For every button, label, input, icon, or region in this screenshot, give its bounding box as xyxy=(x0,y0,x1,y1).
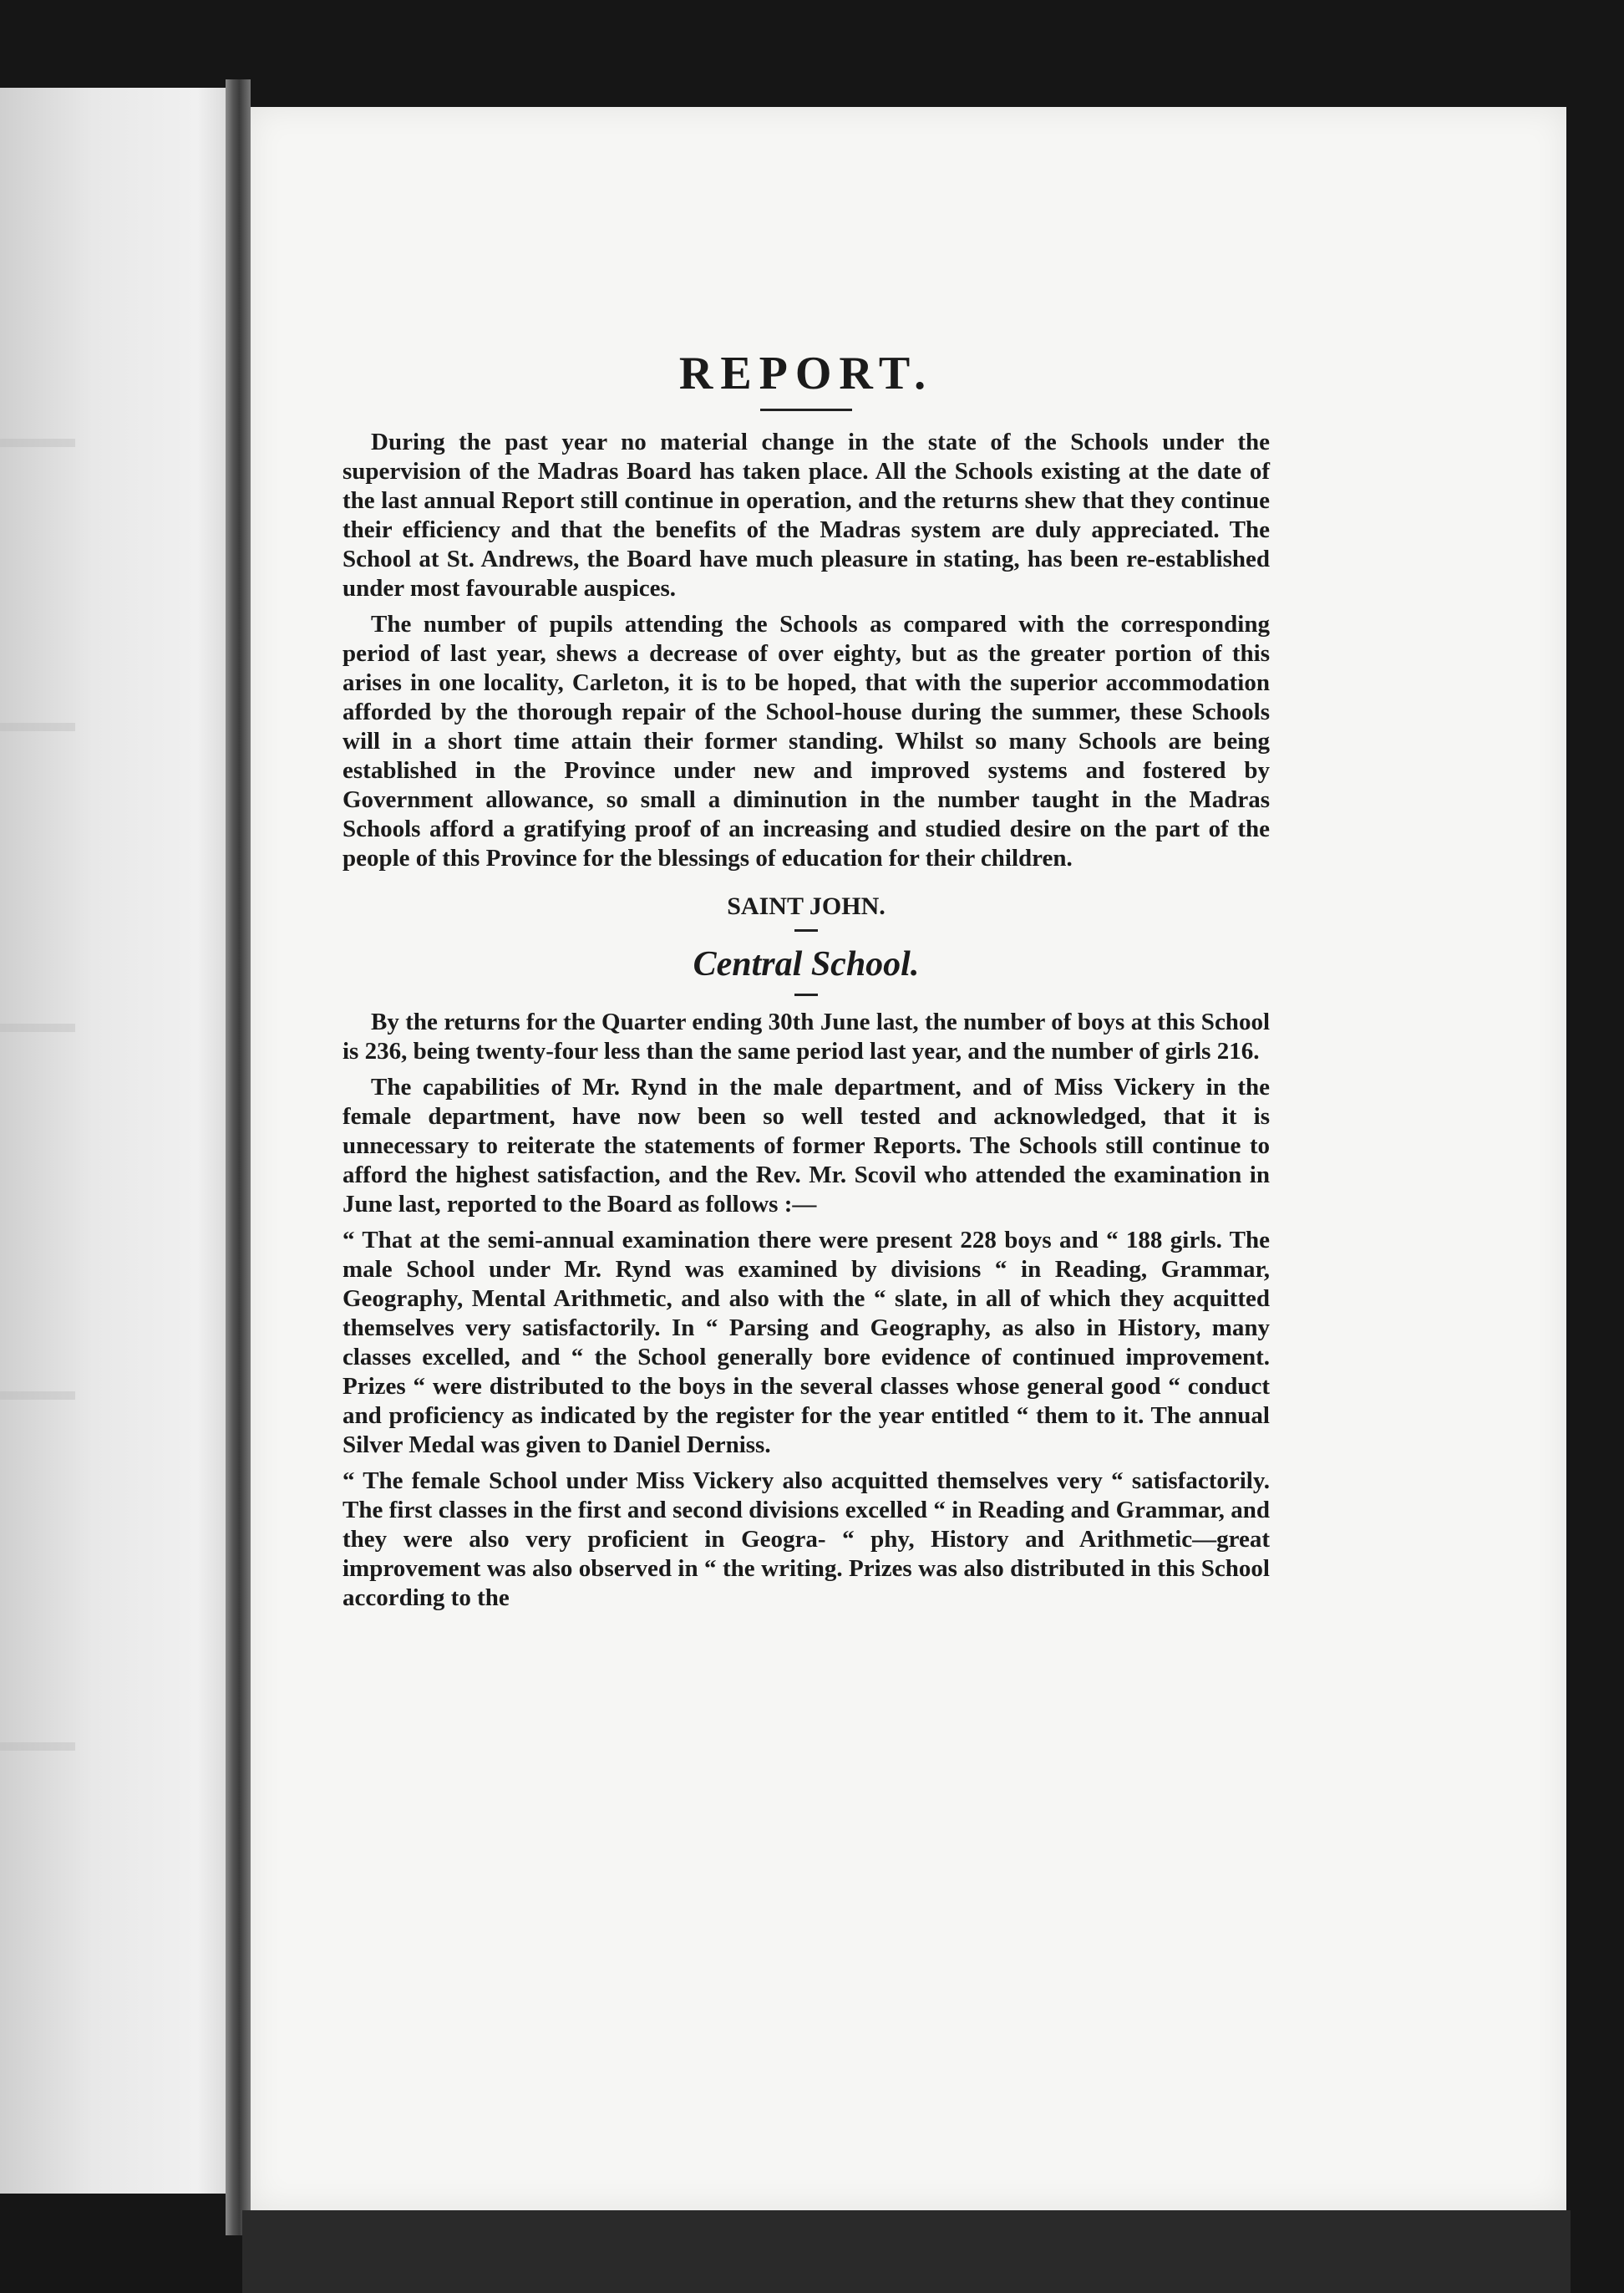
subsection-rule xyxy=(794,994,818,996)
binding-gutter xyxy=(226,79,251,2235)
title-rule xyxy=(760,409,852,411)
intro-paragraph: The number of pupils attending the Schools as compared with the corresponding period of last year, shews a decrease of over eighty, but as the greater portion of this arises in one locality, Carleton, it is to be hoped, that with the superior accommodation afforded by the thorough repair of the School-house during the summer, these Schools will in a short time attain their former standing. Whilst so many Schools are being established in the Province under new and improved systems and fostered by Government allowance, so small a diminution in the number taught in the Madras Schools afford a gratifying proof of an increasing and studied desire on the part of the people of this Province for the blessings of education for their children. xyxy=(343,611,1270,872)
bleed-through-mark xyxy=(0,1024,75,1032)
quoted-paragraph: “ The female School under Miss Vickery also acquitted themselves very “ satisfactorily. The first classes in the first and second divisions excelled “ in Reading and Grammar, and they were also very proficient in Geogra- “ phy, History and Arithmetic—great improvement was also observed in “ the writing. Prizes was also distributed in this School according to the xyxy=(343,1467,1270,1611)
intro-paragraph: During the past year no material change in the state of the Schools under the supervision of the Madras Board has taken place. All the Schools existing at the date of the last annual Report still continue in operation, and the returns shew that they continue their efficiency and that the benefits of the Madras system are duly appreciated. The School at St. Andrews, the Board have much pleasure in stating, has been re-established under most favourable auspices. xyxy=(343,429,1270,602)
bleed-through-mark xyxy=(0,1391,75,1400)
page-content xyxy=(343,347,1270,1619)
section-rule xyxy=(794,929,818,932)
page-bottom-shadow xyxy=(242,2210,1571,2293)
report-title: REPORT. xyxy=(678,348,934,399)
previous-page-edge xyxy=(0,88,232,2194)
quoted-paragraph: “ That at the semi-annual examination there were present 228 boys and “ 188 girls. The male School under Mr. Rynd was examined by divisions “ in Reading, Grammar, Geography, Mental Arithmetic, and also with the “ slate, in all of which they acquitted themselves very satisfactorily. In “ Parsing and Geography, as also in History, many classes excelled, and “ the School generally bore evidence of continued improvement. Prizes “ were distributed to the boys in the several classes whose general good “ conduct and proficiency as indicated by the register for the year entitled “ them to it. The annual Silver Medal was given to Daniel Derniss. xyxy=(343,1227,1270,1458)
bleed-through-mark xyxy=(0,1742,75,1751)
bleed-through-mark xyxy=(0,439,75,447)
section-paragraph: By the returns for the Quarter ending 30th June last, the number of boys at this School is 236, being twenty-four less than the same period last year, and the number of girls 216. xyxy=(343,1009,1270,1065)
section-subheading: Central School. xyxy=(693,945,920,984)
bleed-through-mark xyxy=(0,723,75,731)
section-paragraph: The capabilities of Mr. Rynd in the male department, and of Miss Vickery in the female department, have now been so well tested and acknowledged, that it is unnecessary to reiterate the statements of former Reports. The Schools still continue to afford the highest satisfaction, and the Rev. Mr. Scovil who attended the examination in June last, reported to the Board as follows :— xyxy=(343,1074,1270,1218)
section-heading: SAINT JOHN. xyxy=(727,892,886,920)
